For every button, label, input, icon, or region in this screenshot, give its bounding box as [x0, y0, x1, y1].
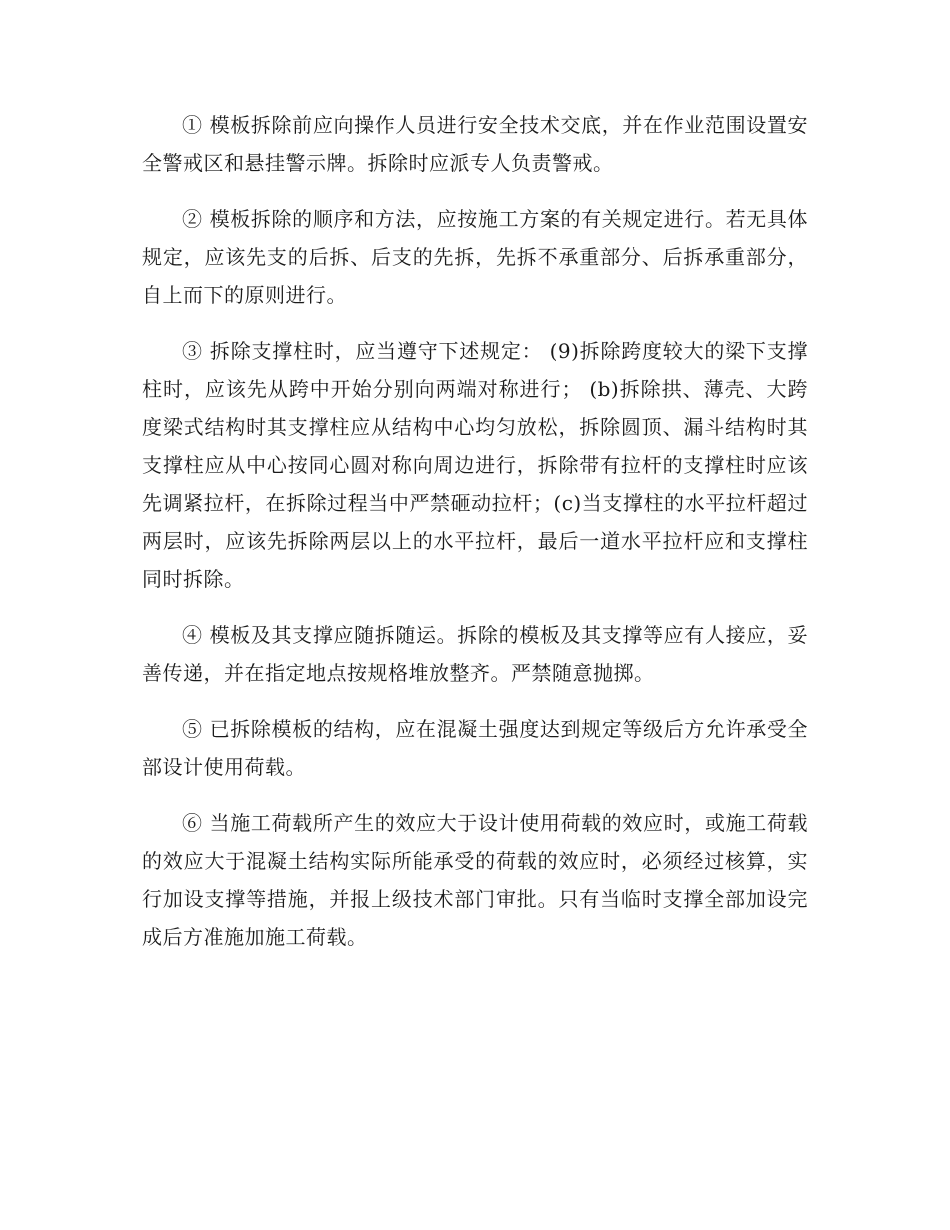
paragraph-5: ⑤ 已拆除模板的结构，应在混凝土强度达到规定等级后方允许承受全部设计使用荷载。 [142, 717, 808, 779]
paragraph-1: ① 模板拆除前应向操作人员进行安全技术交底，并在作业范围设置安全警戒区和悬挂警示牌。拆除时应派专人负责警戒。 [142, 113, 808, 175]
paragraph-6: ⑥ 当施工荷载所产生的效应大于设计使用荷载的效应时，或施工荷载的效应大于混凝土结构实际所能承受的荷载的效应时，必须经过核算，实行加设支撑等措施，并报上级技术部门审批。只有当临时支撑全部加设完成后方准施加施工荷载。 [142, 811, 808, 949]
paragraph-2: ② 模板拆除的顺序和方法，应按施工方案的有关规定进行。若无具体规定，应该先支的后拆、后支的先拆，先拆不承重部分、后拆承重部分，自上而下的原则进行。 [142, 207, 808, 307]
paragraph-3: ③ 拆除支撑柱时，应当遵守下述规定： (9)拆除跨度较大的梁下支撑柱时，应该先从跨中开始分别向两端对称进行； (b)拆除拱、薄壳、大跨度梁式结构时其支撑柱应从结构中心均匀放松，拆除圆顶、漏斗结构时其支撑柱应从中心按同心圆对称向周边进行，拆除带有拉杆的支撑柱时应该先调紧拉杆，在拆除过程当中严禁砸动拉杆；(c)当支撑柱的水平拉杆超过两层时，应该先拆除两层以上的水平拉杆，最后一道水平拉杆应和支撑柱同时拆除。 [142, 339, 808, 591]
paragraph-4: ④ 模板及其支撑应随拆随运。拆除的模板及其支撑等应有人接应，妥善传递，并在指定地点按规格堆放整齐。严禁随意抛掷。 [142, 623, 808, 685]
document-body [142, 106, 808, 974]
